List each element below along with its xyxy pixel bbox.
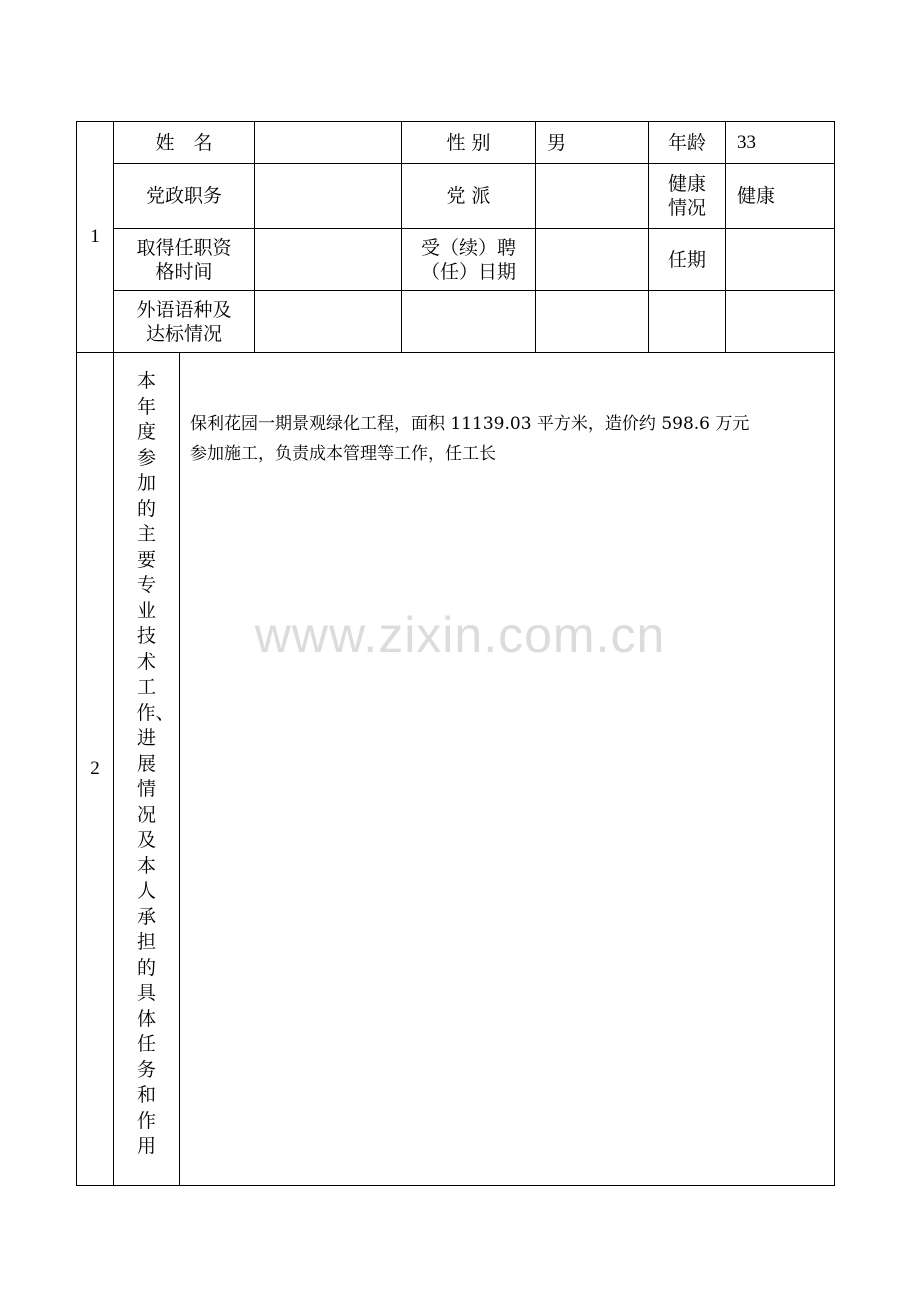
position-value (255, 164, 402, 229)
health-label (649, 164, 726, 229)
form-row-position (77, 164, 835, 229)
section-number-2: 2 (77, 353, 114, 1186)
language-label-line2: 达标情况 (146, 322, 223, 345)
language-cell-4 (649, 291, 726, 353)
qualification-label-line2: 格时间 (155, 260, 213, 283)
qualification-value (255, 229, 402, 291)
health-label-line1: 健康 (668, 173, 707, 195)
gender-value: 男 (536, 122, 649, 164)
section-number-1: 1 (77, 122, 114, 353)
work-content (180, 353, 835, 1186)
party-value (536, 164, 649, 229)
watermark: www.zixin.com.cn (254, 607, 666, 663)
hire-date-value (536, 229, 649, 291)
work-label: 本年度参加的主要专业技术工作、进展情况及本人承担的具体任务和作用 (136, 370, 175, 1157)
form-row-qualification (77, 229, 835, 291)
hire-date-label (402, 229, 536, 291)
language-cell-2 (402, 291, 536, 353)
work-content-line1: 保利花园一期景观绿化工程，面积 11139.03 平方米，造价约 598.6 万元 (190, 414, 750, 434)
language-cell-3 (536, 291, 649, 353)
form-row-work (77, 353, 835, 1186)
qualification-label-line1: 取得任职资 (136, 236, 232, 259)
health-label-line2: 情况 (668, 197, 707, 219)
party-label: 党 派 (402, 164, 536, 229)
age-value: 33 (726, 122, 835, 164)
hire-date-label-line1: 受（续）聘 (421, 236, 517, 259)
name-label: 姓 名 (114, 122, 255, 164)
gender-label: 性 别 (402, 122, 536, 164)
work-content-line2: 参加施工，负责成本管理等工作，任工长 (190, 444, 496, 464)
term-label: 任期 (649, 229, 726, 291)
form-row-language (77, 291, 835, 353)
hire-date-label-line2: （任）日期 (421, 260, 517, 283)
language-label (114, 291, 255, 353)
term-value (726, 229, 835, 291)
position-label: 党政职务 (114, 164, 255, 229)
language-label-line1: 外语语种及 (136, 298, 232, 321)
qualification-label (114, 229, 255, 291)
age-label: 年龄 (649, 122, 726, 164)
form-row-name (77, 122, 835, 164)
health-value: 健康 (726, 164, 835, 229)
name-value (255, 122, 402, 164)
work-label-cell (114, 353, 180, 1186)
personnel-form-table (76, 121, 835, 1186)
language-value (255, 291, 402, 353)
language-cell-5 (726, 291, 835, 353)
